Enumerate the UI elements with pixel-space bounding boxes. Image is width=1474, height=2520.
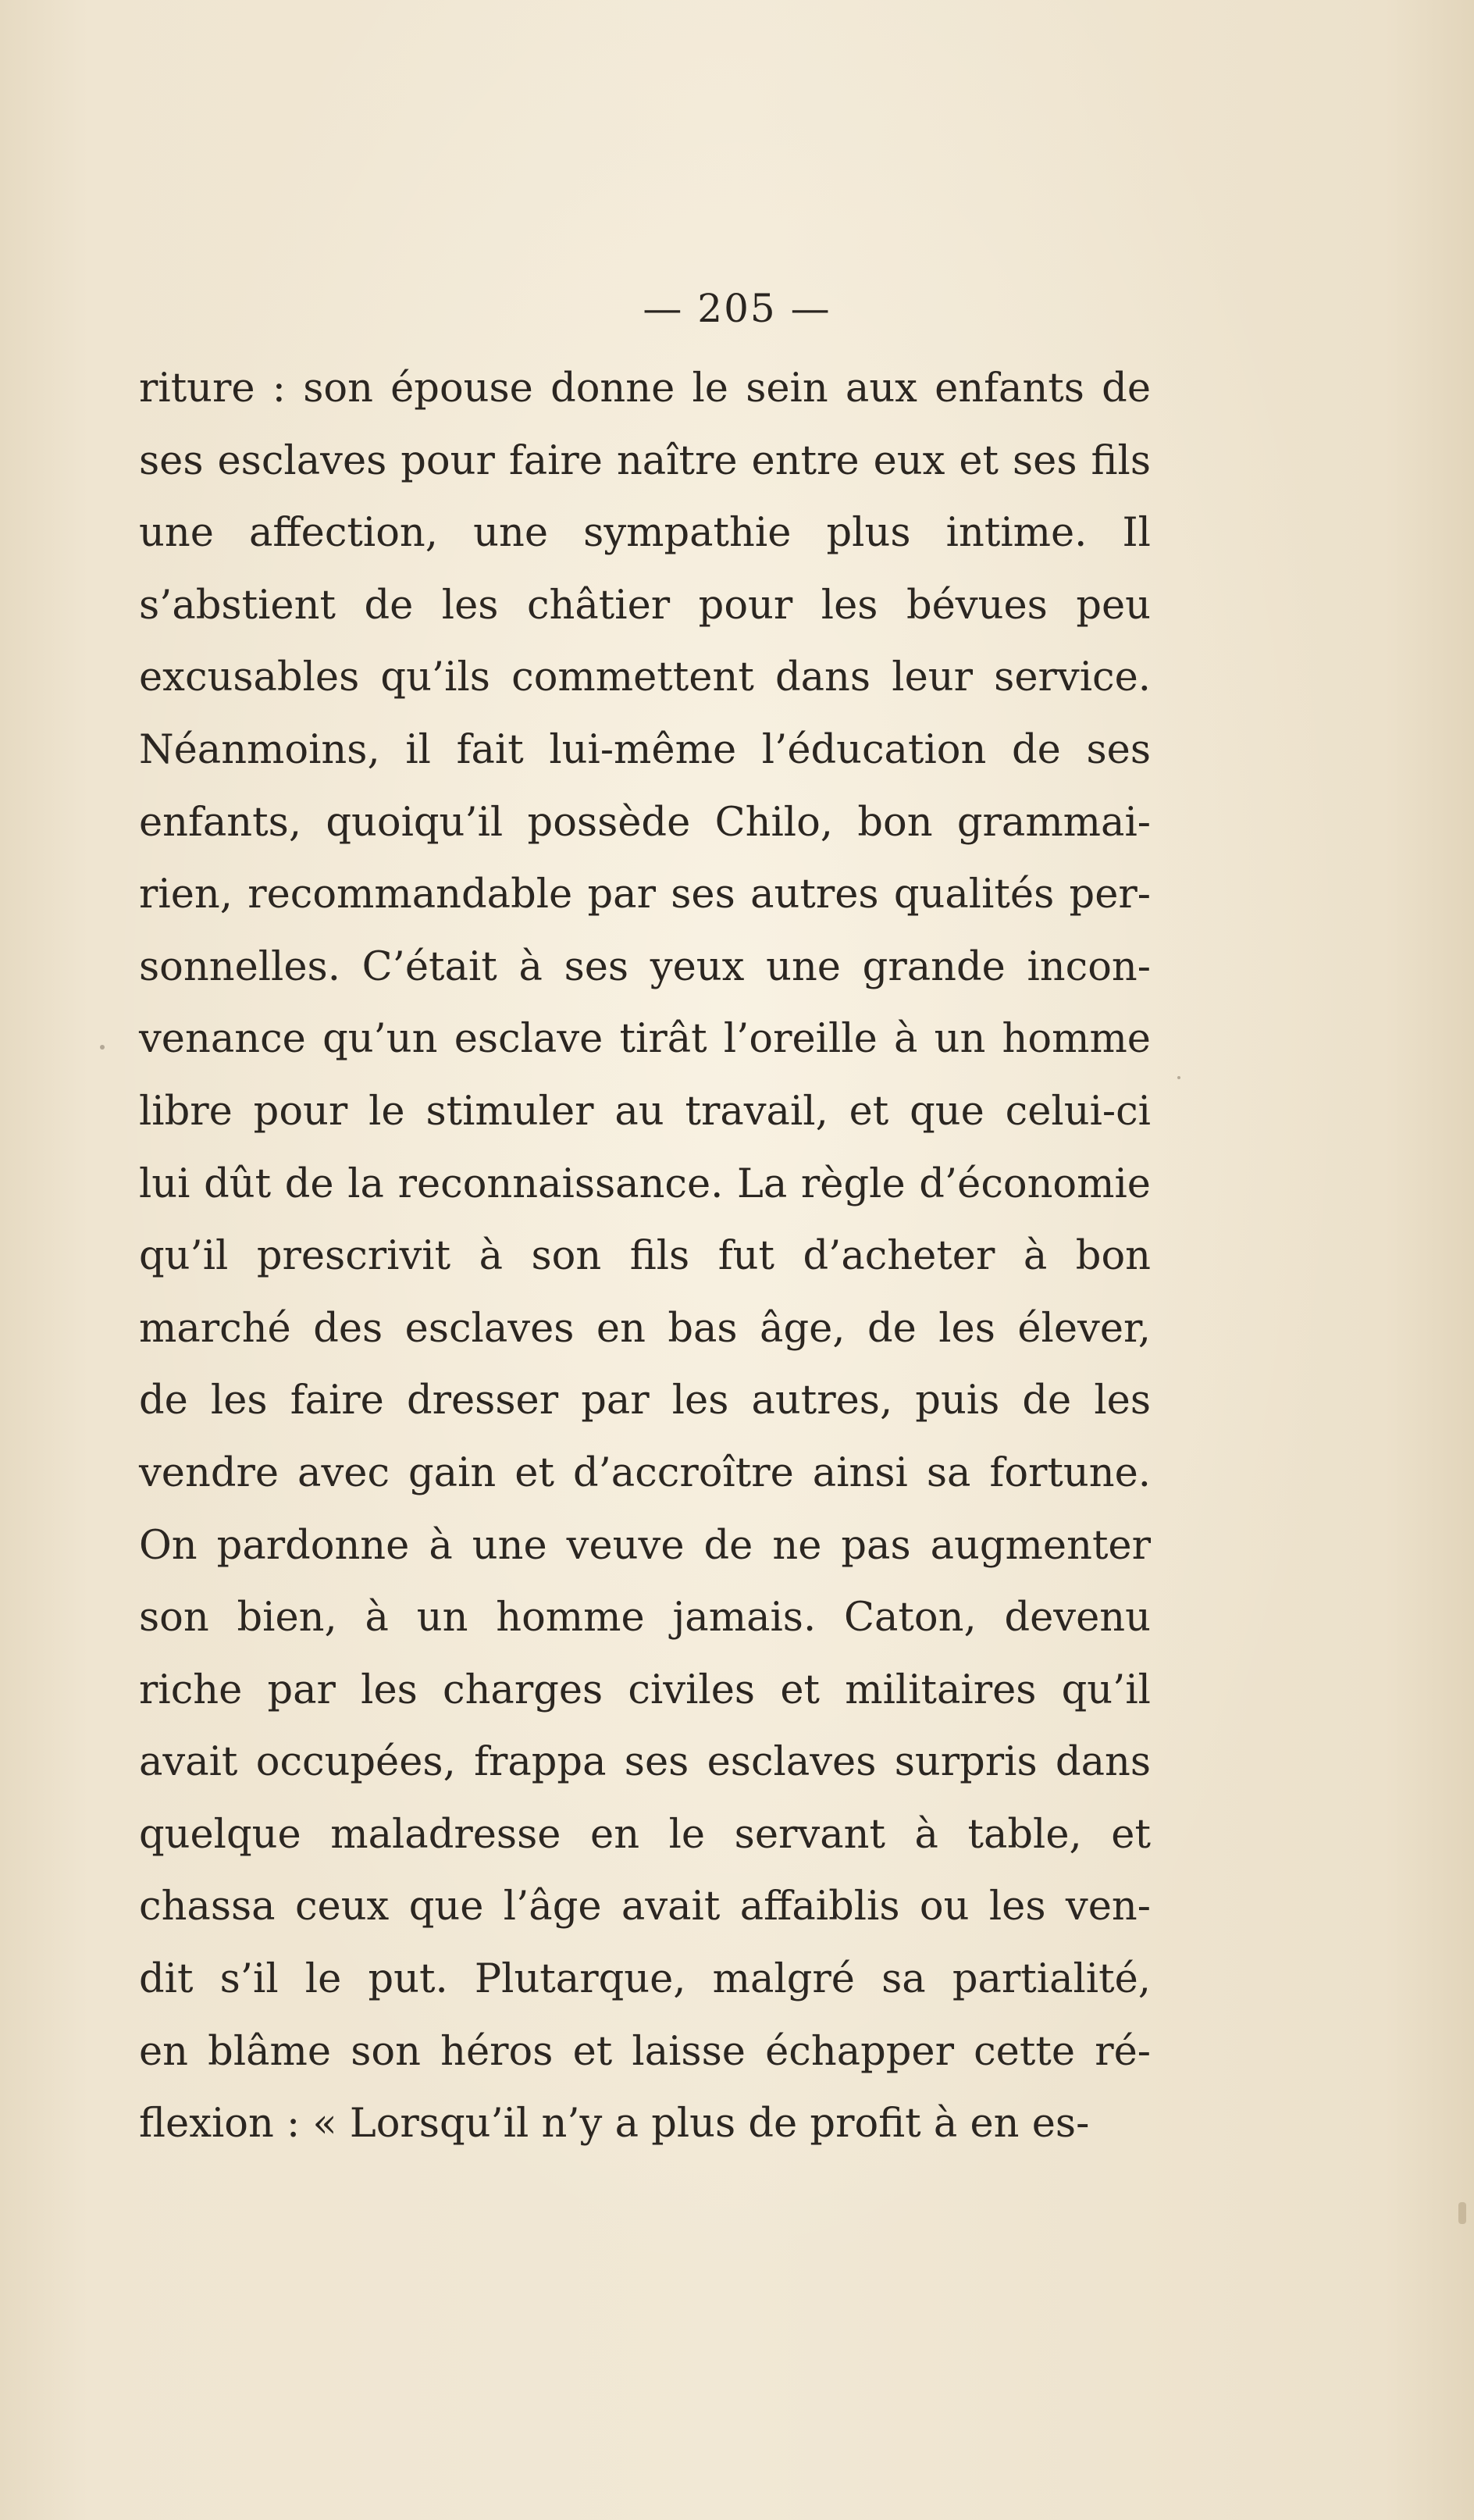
- text-line: riche par les charges civiles et militaires qu’il: [139, 1666, 1151, 1713]
- text-line: vendre avec gain et d’accroître ainsi sa fortune.: [139, 1449, 1151, 1496]
- text-line: une affection, une sympathie plus intime. Il: [139, 510, 1151, 557]
- text-line: dit s’il le put. Plutarque, malgré sa partialité,: [139, 1956, 1151, 2003]
- text-line: lui dût de la reconnaissance. La règle d’économie: [139, 1160, 1151, 1207]
- body-text: [139, 353, 1151, 2161]
- text-line: On pardonne à une veuve de ne pas augmenter: [139, 1522, 1151, 1569]
- page-number: — 205 —: [643, 286, 831, 331]
- text-line: chassa ceux que l’âge avait affaiblis ou les ven-: [139, 1884, 1151, 1930]
- text-line: rien, recommandable par ses autres qualités per-: [139, 871, 1151, 918]
- text-line: marché des esclaves en bas âge, de les élever,: [139, 1305, 1151, 1352]
- text-line: ses esclaves pour faire naître entre eux et ses fils: [139, 437, 1151, 484]
- text-line: venance qu’un esclave tirât l’oreille à un homme: [139, 1016, 1151, 1063]
- text-line: flexion : « Lorsqu’il n’y a plus de profit à en es-: [139, 2101, 1090, 2148]
- paper-speck: [1177, 1076, 1180, 1079]
- text-line: en blâme son héros et laisse échapper cette ré-: [139, 2028, 1151, 2075]
- text-line: qu’il prescrivit à son fils fut d’acheter à bon: [139, 1233, 1151, 1280]
- text-line: Néanmoins, il fait lui-même l’éducation de ses: [139, 726, 1151, 773]
- text-line: avait occupées, frappa ses esclaves surpris dans: [139, 1739, 1151, 1786]
- text-line: riture : son épouse donne le sein aux enfants de: [139, 365, 1151, 412]
- text-line: libre pour le stimuler au travail, et que celui-ci: [139, 1088, 1151, 1135]
- text-line: s’abstient de les châtier pour les bévues peu: [139, 582, 1151, 629]
- paper-speck: [100, 1045, 105, 1050]
- text-line: excusables qu’ils commettent dans leur service.: [139, 654, 1151, 701]
- text-line: son bien, à un homme jamais. Caton, devenu: [139, 1595, 1151, 1641]
- paper-speck: [1458, 2202, 1466, 2224]
- text-line: sonnelles. C’était à ses yeux une grande incon-: [139, 943, 1151, 990]
- text-line: enfants, quoiqu’il possède Chilo, bon grammai-: [139, 799, 1151, 846]
- text-line: de les faire dresser par les autres, puis de les: [139, 1378, 1151, 1424]
- text-line: quelque maladresse en le servant à table, et: [139, 1811, 1151, 1858]
